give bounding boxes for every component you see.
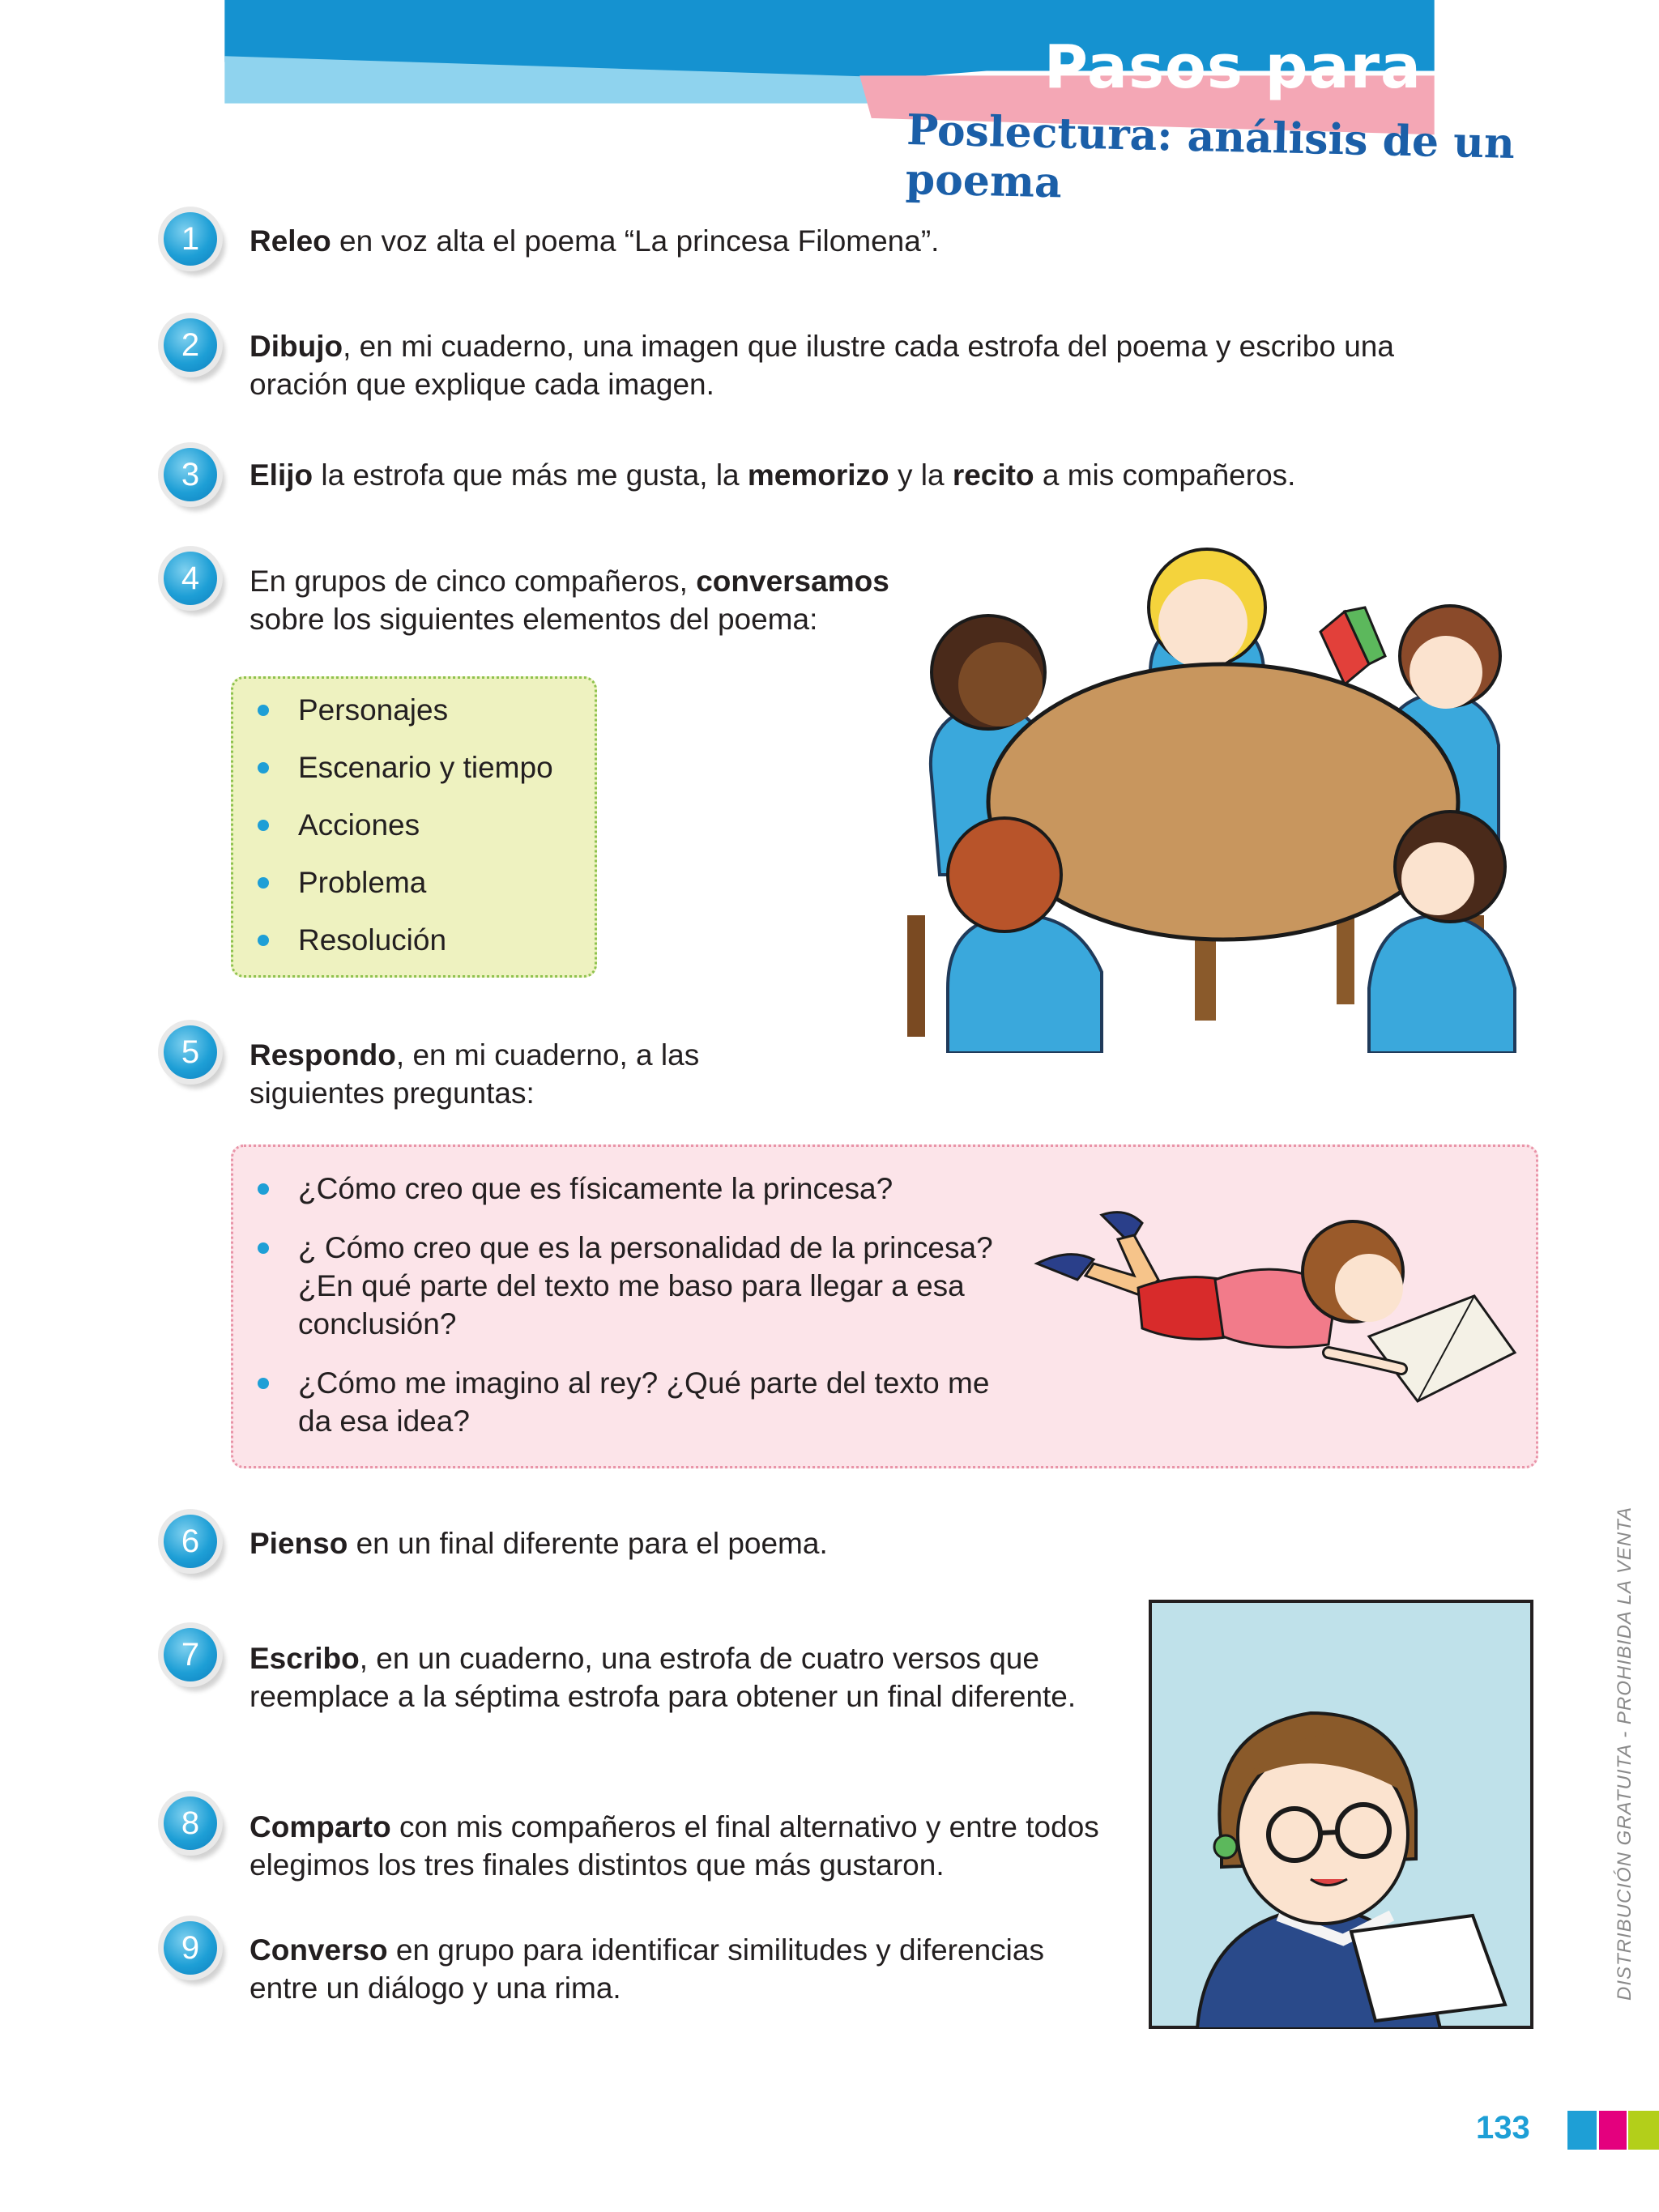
list-item xyxy=(233,1364,1011,1440)
step-number-3: 3 xyxy=(164,448,217,501)
list-item xyxy=(233,748,553,786)
step-7-text xyxy=(249,1639,1092,1715)
list-item-text: ¿Cómo creo que es físicamente la princesa? xyxy=(298,1172,893,1205)
page-number: 133 xyxy=(1476,2110,1530,2146)
step-6-rest: en un final diferente para el poema. xyxy=(348,1527,828,1560)
elements-box xyxy=(231,676,597,978)
footer-tab-blue xyxy=(1567,2111,1597,2150)
step-number-2: 2 xyxy=(164,318,217,372)
step-7-verb: Escribo xyxy=(249,1642,360,1675)
step-3-part-a: la estrofa que más me gusta, la xyxy=(313,458,748,492)
girl-reading-illustration xyxy=(1021,1199,1523,1442)
step-8-text xyxy=(249,1808,1108,1884)
bullet-icon xyxy=(258,1242,269,1254)
step-3-text xyxy=(249,456,1505,494)
list-item xyxy=(233,1170,1011,1208)
step-number-4: 4 xyxy=(164,552,217,605)
list-item-text: Acciones xyxy=(298,808,420,842)
step-5-rest: , en mi cuaderno, a las siguientes preguntas: xyxy=(249,1038,700,1110)
step-number-9: 9 xyxy=(164,1921,217,1975)
list-item xyxy=(233,921,553,959)
step-2-verb: Dibujo xyxy=(249,330,343,363)
step-3-bold-b: memorizo xyxy=(747,458,889,492)
list-item xyxy=(233,806,553,844)
step-9-verb: Converso xyxy=(249,1933,388,1967)
elements-list xyxy=(233,691,553,978)
step-number-1: 1 xyxy=(164,212,217,266)
step-2-rest: , en mi cuaderno, una imagen que ilustre cada estrofa del poema y escribo una oración que explique cada imagen. xyxy=(249,330,1394,401)
step-4-part-b: sobre los siguientes elementos del poema: xyxy=(249,603,818,636)
step-6-verb: Pienso xyxy=(249,1527,348,1560)
step-3-part-b: y la xyxy=(889,458,953,492)
footer-tab-green xyxy=(1628,2111,1659,2150)
step-1-verb: Releo xyxy=(249,224,331,258)
step-9-text xyxy=(249,1931,1108,2007)
list-item xyxy=(233,691,553,729)
step-8-verb: Comparto xyxy=(249,1810,391,1843)
page-subtitle: Poslectura: análisis de un poema xyxy=(905,105,1516,208)
step-number-7: 7 xyxy=(164,1628,217,1681)
step-7-rest: , en un cuaderno, una estrofa de cuatro versos que reemplace a la séptima estrofa para obtener un final diferente. xyxy=(249,1642,1077,1713)
bullet-icon xyxy=(258,1378,269,1389)
step-8-rest: con mis compañeros el final alternativo y entre todos elegimos los tres finales distintos que más gustaron. xyxy=(249,1810,1099,1882)
bullet-icon xyxy=(258,820,269,831)
bullet-icon xyxy=(258,1183,269,1195)
list-item-text: Problema xyxy=(298,866,427,899)
bullet-icon xyxy=(258,877,269,889)
list-item-text: ¿Cómo me imagino al rey? ¿Qué parte del texto me da esa idea? xyxy=(298,1366,990,1438)
bullet-icon xyxy=(258,705,269,716)
step-5-verb: Respondo xyxy=(249,1038,396,1072)
step-3-bold-c: recito xyxy=(952,458,1034,492)
step-3-verb: Elijo xyxy=(249,458,313,492)
list-item-text: ¿ Cómo creo que es la personalidad de la princesa? ¿En qué parte del texto me baso para llegar a esa conclusión? xyxy=(298,1231,993,1340)
step-number-5: 5 xyxy=(164,1025,217,1079)
list-item-text: Escenario y tiempo xyxy=(298,751,553,784)
questions-list xyxy=(233,1170,1011,1461)
distribution-notice: DISTRIBUCIÓN GRATUITA - PROHIBIDA LA VENTA xyxy=(1614,1506,1636,2001)
list-item xyxy=(233,1229,1011,1343)
step-3-part-c: a mis compañeros. xyxy=(1034,458,1296,492)
list-item-text: Resolución xyxy=(298,923,447,957)
step-1-text xyxy=(249,222,1505,260)
footer-tab-magenta xyxy=(1599,2111,1627,2150)
step-9-rest: en grupo para identificar similitudes y diferencias entre un diálogo y una rima. xyxy=(249,1933,1044,2005)
step-4-text xyxy=(249,562,922,638)
list-item xyxy=(233,863,553,901)
page-title: Pasos para leer xyxy=(1043,32,1578,102)
step-number-6: 6 xyxy=(164,1515,217,1568)
bullet-icon xyxy=(258,935,269,946)
girl-glasses-illustration xyxy=(1149,1600,1533,2029)
step-4-verb: conversamos xyxy=(696,565,889,598)
step-6-text xyxy=(249,1524,1141,1562)
bullet-icon xyxy=(258,762,269,774)
step-1-rest: en voz alta el poema “La princesa Filomena”. xyxy=(331,224,940,258)
step-4-part-a: En grupos de cinco compañeros, xyxy=(249,565,697,598)
step-5-text xyxy=(249,1036,736,1112)
children-table-illustration xyxy=(883,535,1555,1053)
step-2-text xyxy=(249,327,1473,403)
step-number-8: 8 xyxy=(164,1796,217,1850)
list-item-text: Personajes xyxy=(298,693,449,727)
